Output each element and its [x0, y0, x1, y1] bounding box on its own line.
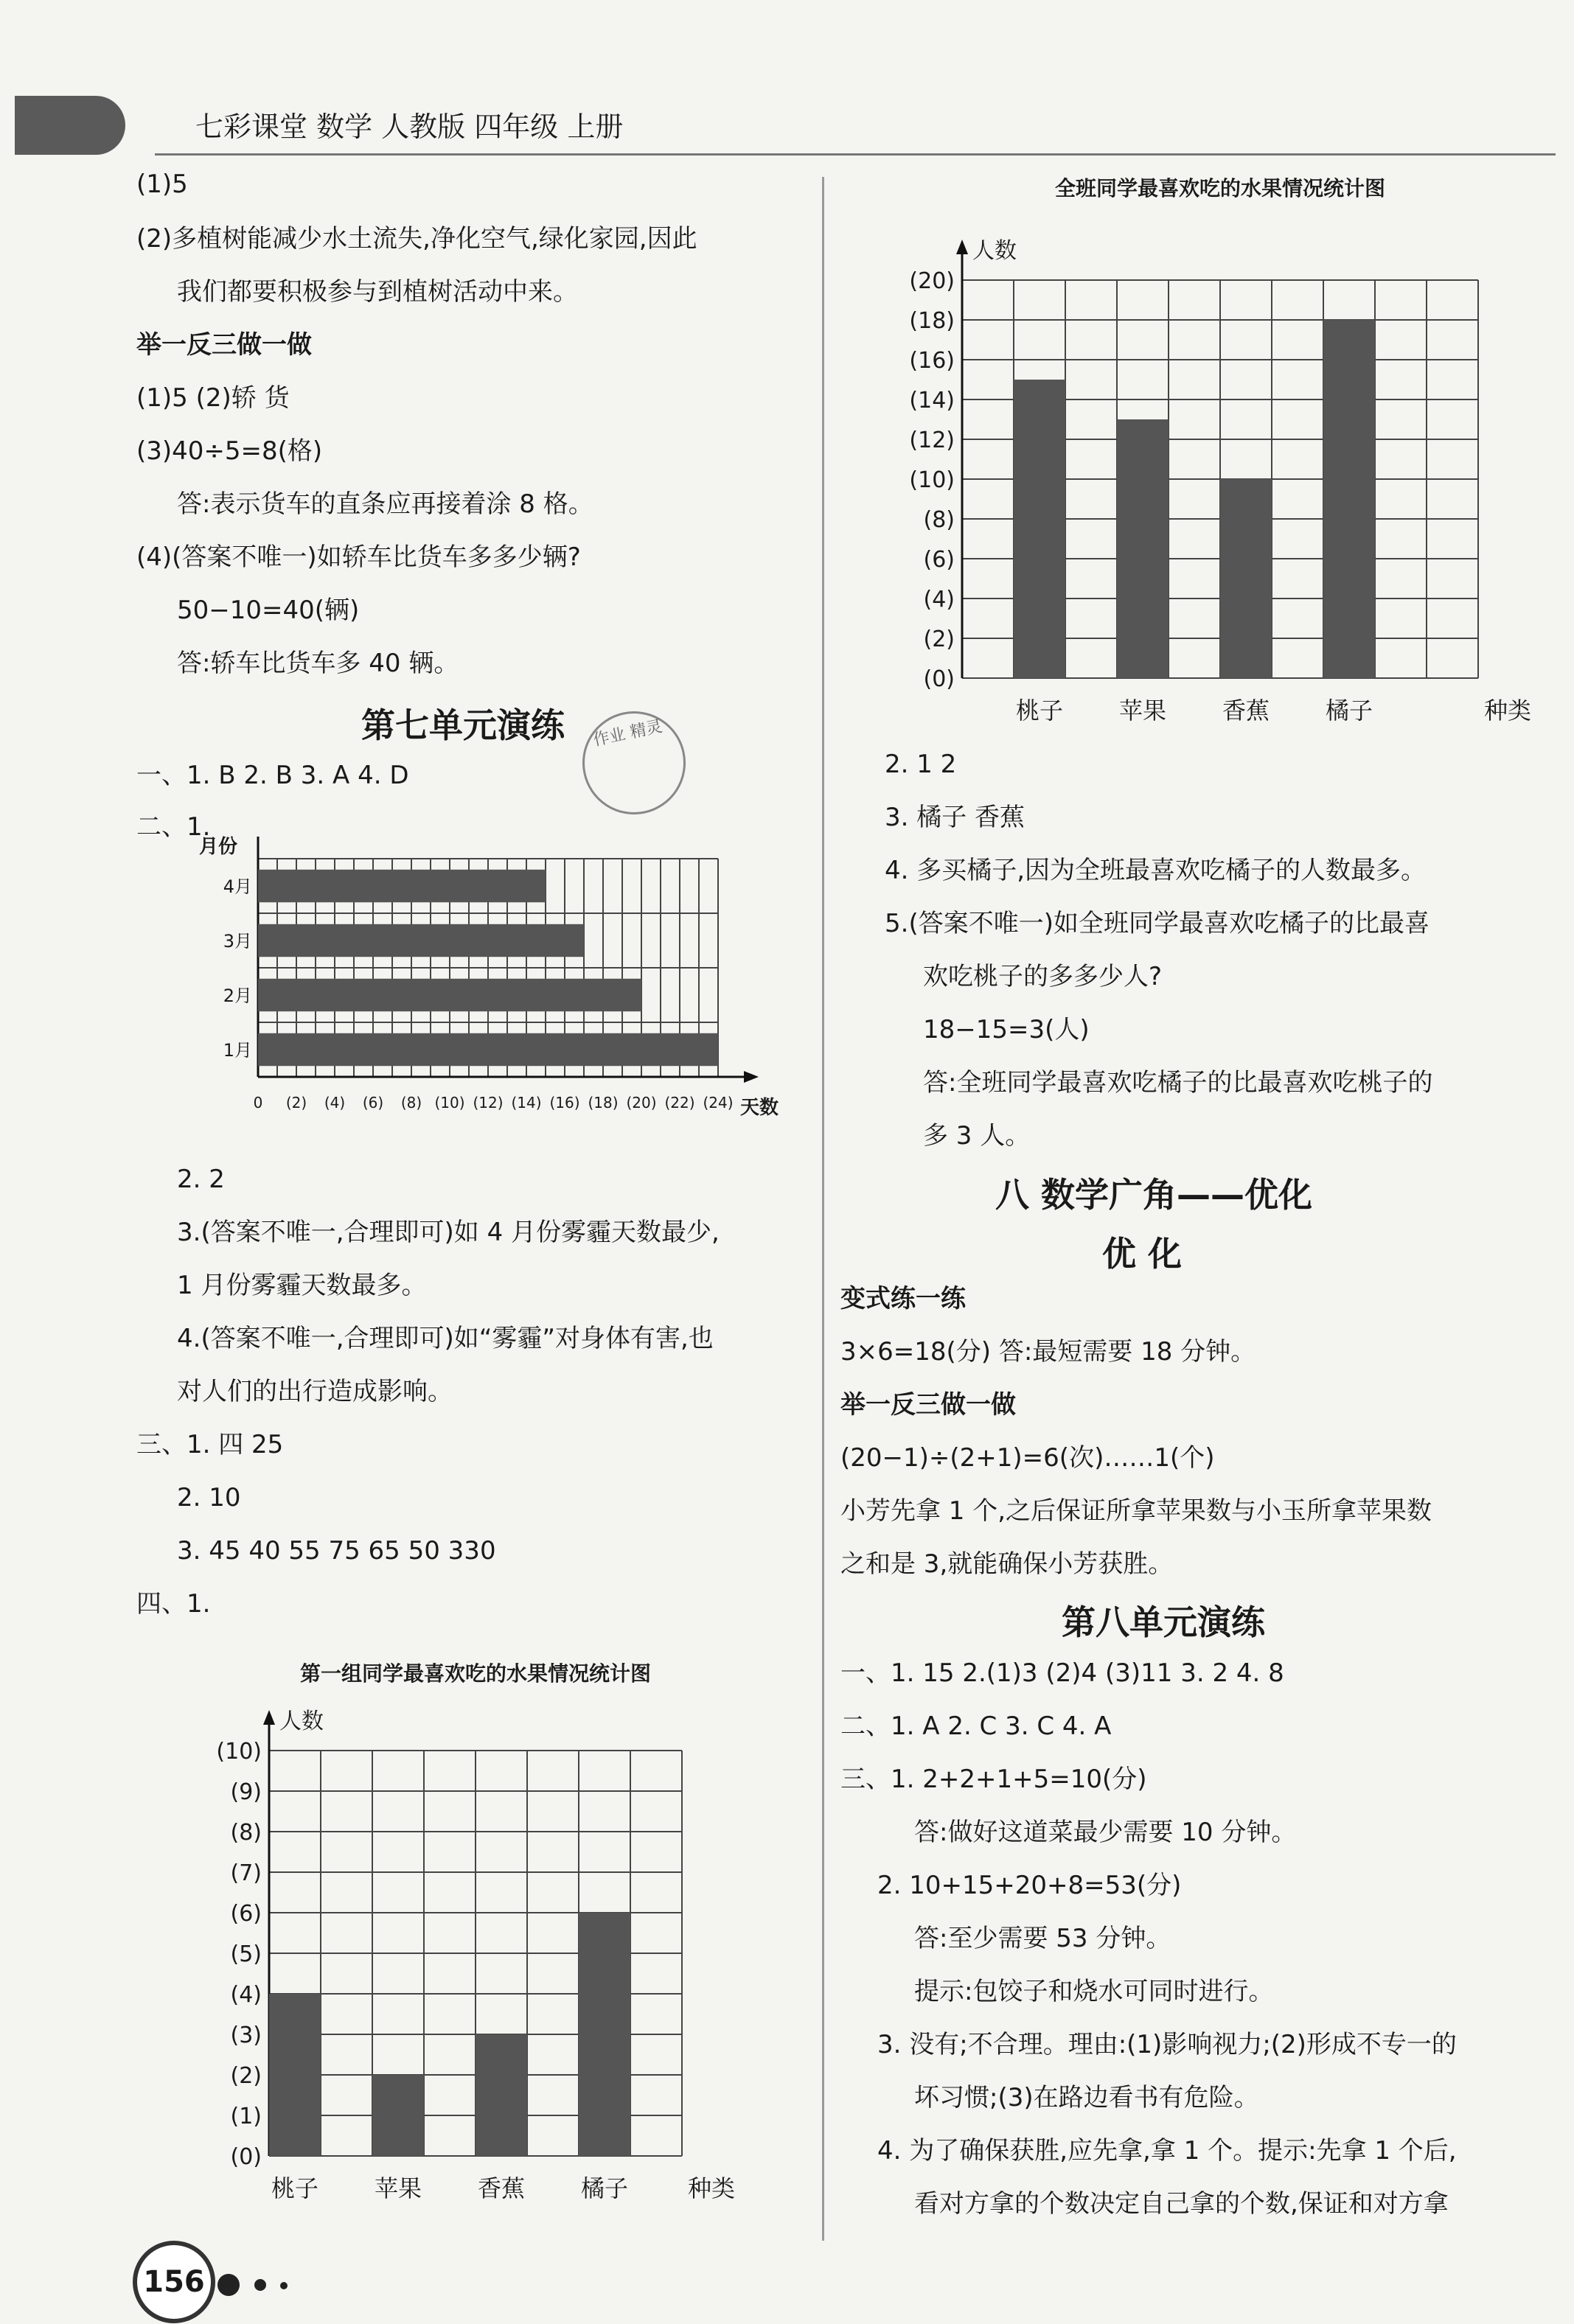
bar [476, 2034, 527, 2156]
x-category-label: 桃子 [1015, 697, 1064, 725]
answer-line: 2. 1 2 [885, 750, 957, 779]
y-tick-label: (4) [230, 1982, 262, 2008]
answer-line: 18−15=3(人) [923, 1015, 1090, 1044]
answer-line: 二、1. A 2. C 3. C 4. A [840, 1711, 1112, 1741]
answer-line: 提示:包饺子和烧水可同时进行。 [914, 1977, 1274, 2006]
answer-line: 3. 橘子 香蕉 [885, 803, 1025, 832]
y-axis-arrow [263, 1710, 275, 1725]
y-axis-label: 人数 [279, 1709, 324, 1734]
y-tick-label: (1) [230, 2104, 262, 2129]
answer-line: 看对方拿的个数决定自己拿的个数,保证和对方拿 [914, 2189, 1449, 2219]
x-category-label: 苹果 [374, 2174, 422, 2202]
y-tick-label: (2) [923, 627, 955, 652]
footer-dot [217, 2274, 240, 2296]
stamp-logo: 作业 精灵 [573, 702, 695, 824]
answer-line: 2. 2 [177, 1165, 225, 1194]
y-tick-label: (0) [230, 2144, 262, 2170]
y-tick-label: (6) [230, 1901, 262, 1927]
x-tick-label: 0 [253, 1094, 263, 1112]
x-category-label: 橘子 [580, 2174, 629, 2202]
x-category-label: 苹果 [1118, 697, 1167, 725]
haze-days-chart [199, 814, 811, 1154]
x-tick-label: (20) [626, 1094, 657, 1112]
unit8-practice-title: 第八单元演练 [1062, 1602, 1265, 1642]
chart-title: 全班同学最喜欢吃的水果情况统计图 [1054, 176, 1386, 200]
answer-line: 3. 没有;不合理。理由:(1)影响视力;(2)形成不专一的 [877, 2030, 1457, 2059]
bar [1323, 320, 1375, 678]
column-divider [822, 177, 824, 2241]
answer-line: (2)多植树能减少水土流失,净化空气,绿化家园,因此 [136, 224, 697, 254]
answer-line: 三、1. 四 25 [136, 1430, 284, 1459]
section-label: 变式练一练 [840, 1284, 966, 1313]
bar [579, 1913, 630, 2156]
y-axis-label: 人数 [972, 238, 1017, 264]
y-tick-label: (3) [230, 2023, 262, 2048]
y-tick-label: (18) [909, 308, 955, 334]
footer-dot [254, 2279, 266, 2291]
y-tick-label: (14) [909, 388, 955, 413]
x-tick-label: (2) [285, 1094, 307, 1112]
x-tick-label: (16) [549, 1094, 580, 1112]
answer-line: 2. 10+15+20+8=53(分) [877, 1871, 1182, 1900]
answer-line: 50−10=40(辆) [177, 596, 360, 625]
footer-dot [280, 2282, 288, 2289]
answer-line: (3)40÷5=8(格) [136, 436, 323, 466]
bar [269, 1994, 321, 2156]
x-tick-label: (18) [588, 1094, 619, 1112]
answer-line: 欢吃桃子的多多少人? [923, 962, 1163, 991]
answer-line: 之和是 3,就能确保小芳获胜。 [840, 1549, 1174, 1579]
bar [258, 870, 546, 902]
header-decoration [15, 96, 125, 155]
answer-line: (4)(答案不唯一)如轿车比货车多多少辆? [136, 542, 581, 572]
y-tick-label: (12) [909, 428, 955, 453]
answer-line: 答:做好这道菜最少需要 10 分钟。 [914, 1818, 1297, 1847]
bar [258, 1033, 718, 1066]
answer-line: 对人们的出行造成影响。 [177, 1377, 453, 1406]
bar [258, 924, 584, 957]
x-tick-label: (12) [473, 1094, 504, 1112]
x-category-label: 橘子 [1325, 697, 1373, 725]
answer-line: 三、1. 2+2+1+5=10(分) [840, 1765, 1147, 1794]
y-tick-label: (9) [230, 1779, 262, 1805]
answer-line: 1 月份雾霾天数最多。 [177, 1271, 427, 1300]
y-tick-label: (10) [909, 467, 955, 493]
x-axis-label: 天数 [740, 1097, 779, 1119]
x-tick-label: (6) [362, 1094, 384, 1112]
y-tick-label: (16) [909, 348, 955, 374]
answer-line: 3. 45 40 55 75 65 50 330 [177, 1536, 496, 1566]
x-axis-arrow [744, 1071, 759, 1083]
answer-line: 小芳先拿 1 个,之后保证所拿苹果数与小玉所拿苹果数 [840, 1496, 1432, 1526]
x-category-label: 香蕉 [477, 2174, 526, 2202]
answer-line: 一、1. 15 2.(1)3 (2)4 (3)11 3. 2 4. 8 [840, 1658, 1284, 1688]
bar [1220, 479, 1272, 678]
x-tick-label: (22) [664, 1094, 695, 1112]
answer-line: 5.(答案不唯一)如全班同学最喜欢吃橘子的比最喜 [885, 909, 1430, 938]
class-fruit-chart [870, 173, 1533, 741]
answer-line: 答:表示货车的直条应再接着涂 8 格。 [177, 489, 593, 519]
answer-line: 坏习惯;(3)在路边看书有危险。 [914, 2083, 1259, 2112]
answer-line: 四、1. [136, 1589, 211, 1619]
bar [1117, 419, 1169, 678]
x-tick-label: (10) [434, 1094, 465, 1112]
bar [258, 979, 641, 1011]
y-tick-label: (10) [216, 1739, 262, 1765]
x-axis-label: 种类 [687, 2174, 736, 2202]
section-label: 举一反三做一做 [136, 330, 312, 360]
y-tick-label: (0) [923, 666, 955, 692]
answer-line: 4. 为了确保获胜,应先拿,拿 1 个。提示:先拿 1 个后, [877, 2136, 1457, 2166]
y-tick-label: (5) [230, 1941, 262, 1967]
x-tick-label: (24) [703, 1094, 734, 1112]
unit8-heading: 八 数学广角——优化 [995, 1175, 1313, 1215]
bar [372, 2075, 424, 2156]
group1-fruit-chart [170, 1655, 818, 2230]
answer-line: (1)5 [136, 170, 188, 199]
chart-title: 第一组同学最喜欢吃的水果情况统计图 [299, 1661, 652, 1686]
answer-line: 2. 10 [177, 1483, 241, 1512]
y-category-label: 4月 [223, 876, 252, 897]
y-category-label: 3月 [223, 931, 252, 952]
x-category-label: 香蕉 [1222, 697, 1270, 725]
x-axis-label: 种类 [1483, 697, 1532, 725]
x-tick-label: (4) [324, 1094, 346, 1112]
answer-line: 二、1. [136, 812, 211, 842]
y-tick-label: (4) [923, 587, 955, 613]
header-title: 七彩课堂 数学 人教版 四年级 上册 [195, 111, 624, 143]
y-tick-label: (6) [923, 547, 955, 573]
bar [1014, 380, 1065, 678]
answer-line: 答:至少需要 53 分钟。 [914, 1924, 1171, 1953]
answer-line: 4.(答案不唯一,合理即可)如“雾霾”对身体有害,也 [177, 1324, 714, 1353]
unit8-subheading: 优 化 [1102, 1234, 1183, 1274]
section-label: 举一反三做一做 [840, 1390, 1016, 1420]
answer-line: 一、1. B 2. B 3. A 4. D [136, 761, 409, 790]
answer-line: 我们都要积极参与到植树活动中来。 [177, 277, 578, 307]
answer-line: 答:轿车比货车多 40 辆。 [177, 649, 459, 678]
x-category-label: 桃子 [271, 2174, 319, 2202]
x-tick-label: (8) [400, 1094, 422, 1112]
unit7-title: 第七单元演练 [361, 705, 565, 745]
y-tick-label: (8) [230, 1820, 262, 1846]
answer-line: 答:全班同学最喜欢吃橘子的比最喜欢吃桃子的 [923, 1068, 1433, 1098]
x-tick-label: (14) [511, 1094, 542, 1112]
answer-line: 3.(答案不唯一,合理即可)如 4 月份雾霾天数最少, [177, 1218, 720, 1247]
y-tick-label: (2) [230, 2063, 262, 2089]
y-tick-label: (20) [909, 268, 955, 294]
y-axis-arrow [956, 240, 968, 254]
answer-line: 4. 多买橘子,因为全班最喜欢吃橘子的人数最多。 [885, 856, 1427, 885]
answer-line: 多 3 人。 [923, 1121, 1031, 1151]
page-number: 156 [133, 2241, 215, 2323]
y-category-label: 1月 [223, 1040, 252, 1061]
y-tick-label: (8) [923, 507, 955, 533]
y-category-label: 2月 [223, 985, 252, 1006]
answer-line: 3×6=18(分) 答:最短需要 18 分钟。 [840, 1337, 1256, 1367]
answer-line: (20−1)÷(2+1)=6(次)……1(个) [840, 1443, 1215, 1473]
header-rule [155, 153, 1556, 156]
y-axis-label: 月份 [199, 836, 238, 858]
answer-line: (1)5 (2)轿 货 [136, 383, 290, 413]
y-tick-label: (7) [230, 1860, 262, 1886]
